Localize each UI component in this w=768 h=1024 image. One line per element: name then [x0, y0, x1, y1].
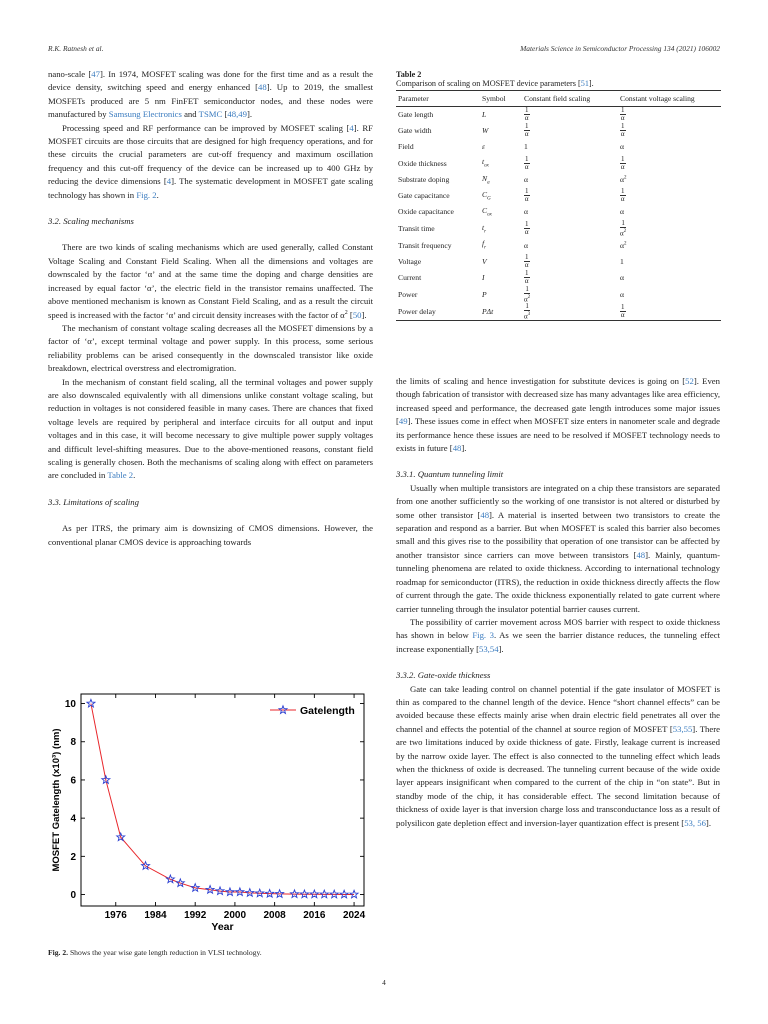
legend-label: Gatelength	[300, 705, 355, 717]
x-axis-label: Year	[211, 921, 234, 933]
table-row	[396, 107, 721, 123]
paragraph: the limits of scaling and hence investigation for substitute devices is going on [52]. Even though fabrication of transistor with decreased size has many advantages like area efficiency, increased speed and performance, the decreased gate length introduces some major issues [49]. These issues come in effect when MOSFET size enters in nanometer scale and degrade its performance hence these issues are need to be resolved if MOSFET technology needs to exists in future [48].	[396, 376, 720, 454]
table-cell: $\frac{1}{\alpha}$	[524, 252, 529, 269]
table-title: Table 2	[396, 70, 422, 79]
column-header: Parameter	[396, 91, 480, 107]
x-tick-label: 2008	[263, 910, 286, 921]
citation-link[interactable]: 53, 56	[684, 817, 706, 828]
table-cell: α	[524, 240, 528, 250]
table-row	[396, 139, 721, 155]
table-cell: $\frac{1}{\alpha^2}$	[620, 218, 627, 238]
table-cell: $\alpha^2$	[620, 240, 627, 250]
table-cell: α	[620, 273, 624, 283]
plot-frame	[81, 694, 364, 906]
table-cell: Voltage	[398, 256, 422, 266]
paragraph: There are two kinds of scaling mechanisms which are used generally, called Constant Voltage Scaling and Constant Field Scaling. When all the dimensions and voltages are downscaled by the factor ‘α’ and at the same time the doping and charge densities are increased by equal factor ‘α’, the electric field in the transistor remains unaffected. The above mentioned mechanism is known as Constant Field Scaling, and as a result the circuit speed is increased with the factor ‘α’ and circuit density increases with the factor of $\alpha^2$ [50].	[48, 242, 373, 320]
table-cell: Transit frequency	[398, 240, 452, 250]
x-tick-label: 2024	[342, 910, 366, 921]
table-cell: $\frac{1}{\alpha}$	[620, 154, 625, 171]
section-heading: 3.2. Scaling mechanisms	[48, 216, 134, 227]
table-cell: $\frac{1}{\alpha}$	[620, 122, 625, 139]
table-cell: $t_r$	[482, 222, 487, 235]
table-cell: W	[482, 126, 489, 136]
tsmc-link[interactable]: TSMC	[198, 109, 223, 120]
table-row	[396, 270, 721, 286]
y-tick-label: 0	[70, 890, 76, 902]
table-cell: Gate length	[398, 110, 434, 120]
table-cell: Transit time	[398, 223, 435, 233]
column-header: Constant voltage scaling	[618, 91, 721, 107]
table-cell: ε	[482, 142, 485, 152]
table-cell: Field	[398, 142, 414, 152]
table-cell: α	[620, 289, 624, 299]
table-cell: $\frac{1}{\alpha}$	[618, 303, 721, 321]
paragraph: The mechanism of constant voltage scaling decreases all the MOSFET dimensions by a factor of ‘α’, except terminal voltage and power supply. In this process, some serious reliability problems can be arised consequently in the downscaled transistor like oxide breakdown, electrical overstress and electromigration.	[48, 322, 373, 374]
paragraph: Gate can take leading control on channel potential if the gate insulator of MOSFET is thin as compared to the channel length of the device. Hence “short channel effects” can be avoided because these effects mainly arise when drain electric field penetrates all over the channel and effects the potential of the channel at source region of MOSFET [53,55]. There are two limitations induced by oxide thickness of gate. Firstly, leakage current is increased by the narrow oxide layer. The effect is also connected to the tunneling effect which leads when the thickness of oxide is decreased. The tunneling current because of the wide oxide layer appears insignificant when compared to the current of the chip in “on state”. But in standby mode of the chip, it has considerable effect. The second limitation because of thickness of oxide layer is that inversion charge loss and transconductance loss as a result of polysilicon gate depletion effect and inversion-layer quantization effect is present [53, 56].	[396, 683, 720, 828]
citation-link[interactable]: 50	[352, 309, 362, 320]
table-cell: α	[620, 142, 624, 152]
table-cell: 1	[524, 142, 528, 152]
table-cell: $N_a$	[482, 173, 490, 186]
table-row	[396, 220, 721, 237]
running-head-authors: R.K. Ratnesh et al.	[48, 44, 104, 53]
table-row	[396, 286, 721, 303]
paragraph: Processing speed and RF performance can be improved by MOSFET scaling [4]. RF MOSFET circuits are those circuits that are designed for high frequency operations, and for these circuits the crucial parameters are cut-off frequency and maximum oscillation frequency and this cut-off frequency of the device can be increased up to 400 GHz by reducing the device dimensions [4]. The systematic development in MOSFET gate scaling technology has shown in Fig. 2.	[48, 122, 373, 200]
table-cell: Oxide thickness	[398, 158, 447, 168]
table-cell: Gate capacitance	[398, 191, 450, 201]
table-cell: Oxide capacitance	[398, 207, 454, 217]
table-cell: $\frac{1}{\alpha^3}$	[522, 303, 618, 321]
table-cell: $C_G$	[482, 189, 491, 202]
y-tick-label: 4	[70, 813, 76, 825]
y-tick-label: 10	[64, 699, 76, 711]
citation-link[interactable]: 53,55	[672, 723, 693, 734]
paragraph: In the mechanism of constant field scaling, all the terminal voltages and power supply are also downscaled equivalently with all dimensions unlike constant voltage scaling, but reduction in voltages is not considered feasible in many cases. There are chances that fixed voltage levels are required by peripheral and interface circuits for all output and input voltages and in this case, it will become necessary to give multiple power supply voltages and difficult level-shifting measures. Due to the above-mentioned reasons, constant field scaling is generally chosen. Both the mechanisms of scaling along with effect on parameters are concluded in Table 2.	[48, 376, 373, 481]
figure-caption: Fig. 2. Shows the year wise gate length reduction in VLSI technology.	[48, 948, 262, 957]
page-number: 4	[382, 978, 386, 987]
table-cell: Power	[398, 289, 418, 299]
section-heading: 3.3. Limitations of scaling	[48, 496, 139, 507]
y-tick-label: 2	[70, 851, 76, 863]
table-cell: $\frac{1}{\alpha}$	[620, 106, 625, 123]
scaling-table	[396, 90, 721, 321]
citation-link[interactable]: 4	[349, 122, 354, 133]
citation-link[interactable]: 52	[685, 376, 694, 386]
citation-link[interactable]: 48	[636, 549, 646, 560]
paragraph: As per ITRS, the primary aim is downsizing of CMOS dimensions. However, the conventional planar CMOS device is approaching towards	[48, 523, 373, 547]
citation-link[interactable]: 48	[452, 443, 462, 454]
table-cell: I	[482, 273, 485, 283]
table-cell: $\frac{1}{\alpha}$	[524, 106, 529, 123]
right-column	[396, 375, 720, 830]
table-row	[396, 123, 721, 139]
x-tick-label: 1976	[104, 910, 127, 921]
table-cell: $\frac{1}{\alpha}$	[524, 269, 529, 286]
table-cell: $\frac{1}{\alpha}$	[524, 154, 529, 171]
data-point	[87, 699, 95, 707]
left-column	[48, 68, 373, 549]
table-row	[396, 253, 721, 269]
paragraph: The possibility of carrier movement across MOS barrier with respect to oxide thickness has shown in below Fig. 3. As we seen the barrier distance reduces, the tunneling effect increase exponentially [53,54].	[396, 616, 720, 654]
y-tick-label: 8	[70, 737, 76, 749]
column-header: Symbol	[480, 91, 522, 107]
citation-link[interactable]: 53,54	[478, 643, 499, 654]
table-row	[396, 204, 721, 220]
x-tick-label: 2016	[303, 910, 326, 921]
figure-link[interactable]: Fig. 3	[472, 630, 494, 641]
series-line	[91, 704, 354, 895]
citation-link[interactable]: 49	[398, 416, 408, 427]
table-cell: Substrate doping	[398, 174, 450, 184]
table-row	[396, 187, 721, 203]
section-heading: 3.3.2. Gate-oxide thickness	[396, 670, 491, 681]
table-cell: P	[482, 289, 487, 299]
table-cell: α	[620, 207, 624, 217]
figure-link[interactable]: Fig. 2	[136, 189, 157, 200]
y-axis-label: MOSFET Gatelength (x10³) (nm)	[51, 728, 62, 872]
table-cell: $\frac{1}{\alpha}$	[620, 187, 625, 204]
gatelength-chart	[48, 688, 373, 941]
table-row	[396, 303, 721, 321]
x-tick-label: 1992	[184, 910, 207, 921]
samsung-link[interactable]: Samsung Electronics	[108, 109, 182, 120]
table-link[interactable]: Table 2	[107, 470, 134, 481]
table-cell: $\frac{1}{\alpha}$	[524, 122, 529, 139]
section-heading: 3.3.1. Quantum tunneling limit	[396, 469, 504, 480]
table-cell: 1	[620, 256, 624, 266]
table-cell: α	[524, 174, 528, 184]
table-cell: $C_{ox}$	[482, 205, 492, 218]
citation-link[interactable]: 4	[166, 176, 172, 187]
table-row	[396, 237, 721, 253]
table-cell: V	[482, 256, 487, 266]
table-cell: $t_{ox}$	[482, 157, 489, 169]
table-cell: Power delay	[396, 303, 480, 321]
table-cell: $\frac{1}{\alpha}$	[524, 187, 529, 204]
paragraph: Usually when multiple transistors are integrated on a chip these transistors are separated from one another sufficiently so the working of one transistor is not altered or disturbed by some other transistor [48]. A material is inserted between two transistors to create the separation and respond as a barrier. But when MOSFET is scaled this barrier also becomes small and this gives rise to the possibility that operation of one transistor can be affected by another transistor since carriers can move between transistors [48]. Mainly, quantum-tunneling phenomena are related to oxide thickness. According to international technology roadmap for semiconductor (ITRS), the reduction in oxide thickness directly affects the flow of current through the gate. The oxide thickness exponentially related to gate current where carrier tunneling through the insulator potential barrier causes current.	[396, 482, 721, 614]
table-cell: $\frac{1}{\alpha}$	[524, 219, 529, 236]
table-caption: Comparison of scaling on MOSFET device parameters [51].	[396, 79, 594, 88]
citation-link[interactable]: 48	[258, 82, 267, 93]
table-cell: PΔt	[480, 303, 522, 321]
table-cell: α	[524, 207, 528, 217]
column-header: Constant field scaling	[522, 91, 618, 107]
citation-link[interactable]: 48	[480, 509, 490, 520]
table-cell: Gate width	[398, 126, 432, 136]
table-cell: L	[482, 110, 487, 120]
table-cell: Current	[398, 273, 422, 283]
citation-link[interactable]: 51	[580, 79, 589, 88]
x-tick-label: 1984	[144, 910, 167, 921]
table-cell: $\alpha^2$	[620, 174, 627, 184]
table-2	[396, 70, 721, 321]
citation-link[interactable]: 47	[91, 69, 100, 79]
table-cell: $f_r$	[482, 239, 487, 251]
citation-link[interactable]: 48,49	[227, 109, 247, 120]
x-tick-label: 2000	[223, 910, 247, 921]
y-tick-label: 6	[70, 775, 76, 787]
figure-2	[48, 688, 373, 941]
table-cell: $\frac{1}{\alpha^2}$	[524, 284, 531, 304]
running-head-journal: Materials Science in Semiconductor Processing 134 (2021) 106002	[520, 44, 720, 53]
table-row	[396, 155, 721, 171]
paragraph: nano-scale [47]. In 1974, MOSFET scaling was done for the first time and as a result the device density, switching speed and energy enhanced [48]. Up to 2019, the smallest MOSFETs produced are 5 nm FinFET semiconductor nodes, and these nodes were manufactured by Samsung Electronics and TSMC [48,49].	[48, 69, 374, 120]
table-row	[396, 171, 721, 187]
